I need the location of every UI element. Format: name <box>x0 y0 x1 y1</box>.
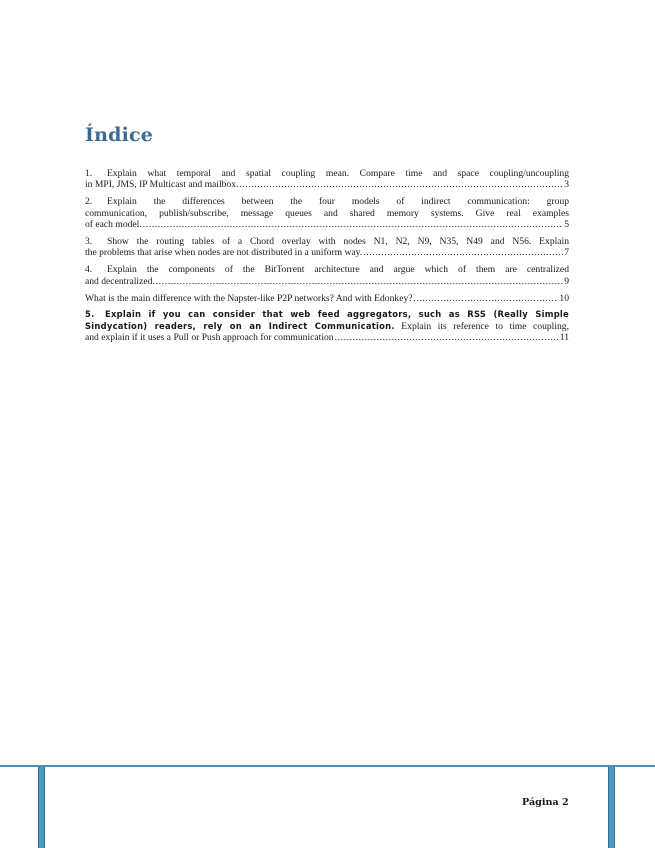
toc-heading: Índice <box>85 124 154 146</box>
toc-entry-page: 3 <box>564 179 569 191</box>
dot-leader <box>363 247 563 258</box>
toc-entry-number: 3. <box>85 235 93 247</box>
toc-entry[interactable] <box>85 309 569 343</box>
toc-entry-number: 4. <box>85 264 93 276</box>
toc-entry-line <box>85 219 569 230</box>
footer-divider <box>0 765 655 767</box>
dot-leader <box>239 179 563 190</box>
toc-entry-text: in MPI, JMS, IP Multicast and mailbox. <box>85 179 239 191</box>
toc-entry[interactable] <box>85 168 569 191</box>
toc-entry-line <box>85 179 569 190</box>
toc-entry-line <box>85 276 569 287</box>
toc-entry-line <box>85 168 569 179</box>
footer-bar-right <box>608 767 615 848</box>
dot-leader <box>335 332 559 343</box>
toc-entry-page: 10 <box>559 292 569 304</box>
toc-entry-text: and explain if it uses a Pull or Push approach for communication <box>85 332 334 344</box>
toc-entry-line <box>85 236 569 247</box>
toc-entry-page: 9 <box>564 275 569 287</box>
toc-entry-line <box>85 247 569 258</box>
toc-entry-number: 1. <box>85 168 93 179</box>
toc-entry[interactable] <box>85 264 569 287</box>
footer-bar-left <box>38 767 45 848</box>
toc-entry-text: Explain its reference to time coupling, <box>394 320 569 332</box>
toc-entry[interactable] <box>85 236 569 259</box>
dot-leader <box>414 293 559 304</box>
toc-entry-line <box>85 264 569 275</box>
toc-entry-text: Show the routing tables of a Chord overlay with nodes N1, N2, N9, N35, N49 and N56. Explain <box>107 235 569 247</box>
toc-entry-text: communication, publish/subscribe, message queues and shared memory systems. Give real examples <box>85 207 569 219</box>
toc-entry-line <box>85 321 569 332</box>
toc-entry-text: Explain the components of the BitTorrent architecture and argue which of them are centralized <box>107 264 569 276</box>
toc-entry-text: and decentralized. <box>85 275 155 287</box>
toc-entry-line <box>85 332 569 343</box>
toc-entry-text: Explain if you can consider that web feed aggregators, such as RSS (Really Simple <box>105 309 569 320</box>
toc-entry[interactable] <box>85 293 569 304</box>
toc-entry-page: 5 <box>564 219 569 231</box>
toc-entry-line <box>85 293 569 304</box>
toc-entry-text: of each model. <box>85 219 142 231</box>
toc-entry-number: 5. <box>85 309 95 320</box>
toc-entry-text: Explain the differences between the four models of indirect communication: group <box>107 196 569 208</box>
toc-entry-page: 7 <box>564 247 569 259</box>
dot-leader <box>143 219 563 230</box>
toc-entry-line <box>85 196 569 207</box>
toc-entry-text: the problems that arise when nodes are not distributed in a uniform way. <box>85 247 363 259</box>
dot-leader <box>156 276 563 287</box>
toc-entry-number: 2. <box>85 196 93 208</box>
toc-entry[interactable] <box>85 196 569 230</box>
page-number: Página 2 <box>522 797 569 808</box>
toc-entry-line <box>85 309 569 320</box>
toc-entry-text: Sindycation) readers, rely on an Indirect Communication. <box>85 320 395 331</box>
toc-entry-page: 11 <box>559 332 569 344</box>
toc-entry-line <box>85 208 569 219</box>
toc-entry-text: What is the main difference with the Napster-like P2P networks? And with Edonkey? <box>85 292 413 304</box>
table-of-contents <box>85 168 569 349</box>
toc-entry-text: Explain what temporal and spatial coupling mean. Compare time and space coupling/uncoupling <box>107 168 569 179</box>
